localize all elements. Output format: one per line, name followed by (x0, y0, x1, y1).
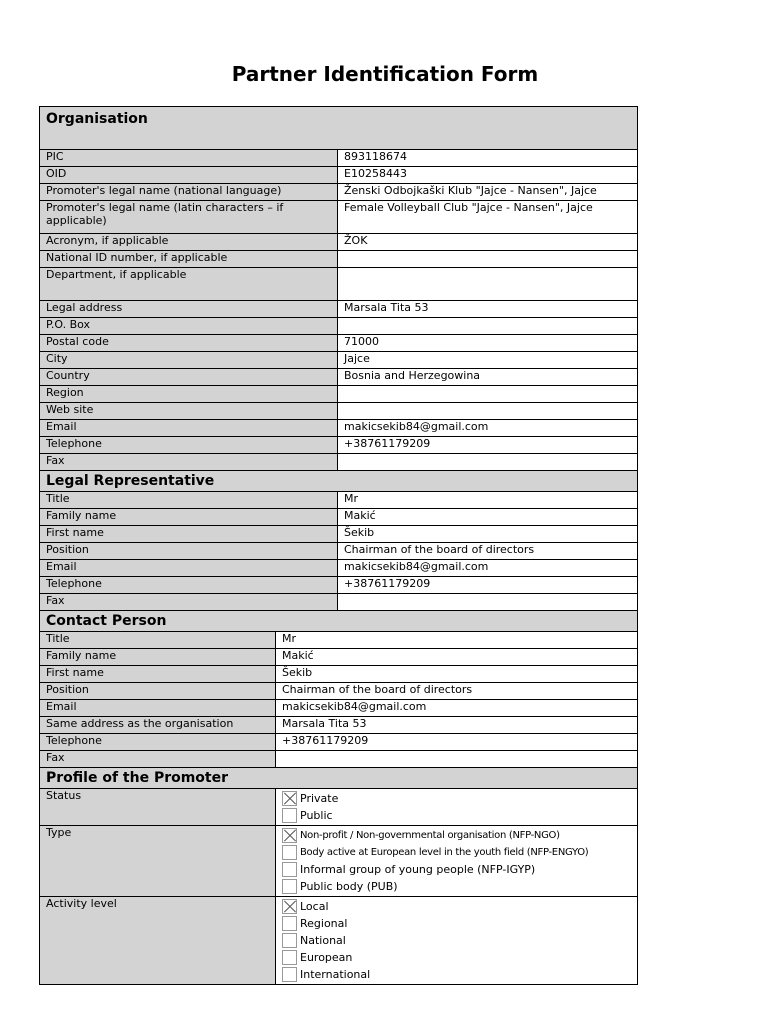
field-value[interactable]: ŽOK (338, 234, 638, 251)
field-value[interactable]: makicsekib84@gmail.com (276, 700, 638, 717)
type-option-nfp-engyo[interactable] (282, 844, 637, 861)
field-label: Family name (40, 509, 338, 526)
field-label: City (40, 352, 338, 369)
option-label: Body active at European level in the youth field (NFP-ENGYO) (300, 847, 589, 858)
activity-level-options (276, 897, 638, 985)
field-label: Fax (40, 751, 276, 768)
field-label: Promoter's legal name (latin characters – if applicable) (40, 201, 338, 234)
field-label: Email (40, 700, 276, 717)
field-label: Email (40, 560, 338, 577)
field-value[interactable]: Marsala Tita 53 (338, 301, 638, 318)
field-value[interactable]: Bosnia and Herzegowina (338, 369, 638, 386)
status-label: Status (40, 789, 276, 826)
option-label: National (300, 934, 346, 947)
partner-form (39, 106, 637, 985)
type-options (276, 826, 638, 897)
field-value[interactable]: makicsekib84@gmail.com (338, 560, 638, 577)
field-value[interactable]: Šekib (338, 526, 638, 543)
field-value[interactable]: Mr (338, 492, 638, 509)
checkbox-checked-icon[interactable] (282, 899, 297, 914)
field-label: Family name (40, 649, 276, 666)
field-label: Country (40, 369, 338, 386)
activity-level-label: Activity level (40, 897, 276, 985)
field-label: Position (40, 683, 276, 700)
option-label: Regional (300, 917, 348, 930)
field-label: Region (40, 386, 338, 403)
option-label: Non-profit / Non-governmental organisation (NFP-NGO) (300, 830, 560, 841)
field-value[interactable]: +38761179209 (338, 437, 638, 454)
field-label: Title (40, 492, 338, 509)
checkbox-empty-icon[interactable] (282, 808, 297, 823)
status-option-private[interactable] (282, 790, 637, 807)
field-value[interactable]: makicsekib84@gmail.com (338, 420, 638, 437)
field-value[interactable]: Chairman of the board of directors (276, 683, 638, 700)
option-label: Public body (PUB) (300, 880, 398, 893)
option-label: Public (300, 809, 333, 822)
field-label: Same address as the organisation (40, 717, 276, 734)
checkbox-checked-icon[interactable] (282, 791, 297, 806)
field-label: First name (40, 666, 276, 683)
field-value[interactable]: Šekib (276, 666, 638, 683)
option-label: European (300, 951, 353, 964)
type-label: Type (40, 826, 276, 897)
field-value[interactable]: Jajce (338, 352, 638, 369)
checkbox-checked-icon[interactable] (282, 828, 297, 843)
field-label: Promoter's legal name (national language) (40, 184, 338, 201)
field-label: Position (40, 543, 338, 560)
field-value[interactable] (338, 386, 638, 403)
field-label: National ID number, if applicable (40, 251, 338, 268)
activity-option-international[interactable] (282, 966, 637, 983)
field-label: Telephone (40, 437, 338, 454)
field-label: Legal address (40, 301, 338, 318)
field-value[interactable]: Mr (276, 632, 638, 649)
field-value[interactable] (338, 594, 638, 611)
field-label: Acronym, if applicable (40, 234, 338, 251)
field-label: Email (40, 420, 338, 437)
option-label: International (300, 968, 371, 981)
status-option-public[interactable] (282, 807, 637, 824)
checkbox-empty-icon[interactable] (282, 916, 297, 931)
option-label: Informal group of young people (NFP-IGYP) (300, 863, 536, 876)
checkbox-empty-icon[interactable] (282, 879, 297, 894)
field-value[interactable]: 893118674 (338, 150, 638, 167)
activity-option-regional[interactable] (282, 915, 637, 932)
field-label: OID (40, 167, 338, 184)
checkbox-empty-icon[interactable] (282, 845, 297, 860)
field-label: P.O. Box (40, 318, 338, 335)
field-label: Fax (40, 454, 338, 471)
status-options (276, 789, 638, 826)
field-value[interactable]: Makić (276, 649, 638, 666)
field-value[interactable] (338, 403, 638, 420)
field-label: First name (40, 526, 338, 543)
field-value[interactable] (338, 318, 638, 335)
form-title: Partner Identification Form (231, 62, 539, 86)
organisation-heading: Organisation (40, 107, 638, 150)
type-option-nfp-igyp[interactable] (282, 861, 637, 878)
activity-option-local[interactable] (282, 898, 637, 915)
field-value[interactable]: Chairman of the board of directors (338, 543, 638, 560)
field-value[interactable] (338, 251, 638, 268)
field-value[interactable]: E10258443 (338, 167, 638, 184)
field-label: Title (40, 632, 276, 649)
option-label: Private (300, 792, 339, 805)
field-value[interactable]: +38761179209 (276, 734, 638, 751)
field-value[interactable]: Makić (338, 509, 638, 526)
option-label: Local (300, 900, 329, 913)
field-value[interactable]: Marsala Tita 53 (276, 717, 638, 734)
field-label: Telephone (40, 734, 276, 751)
checkbox-empty-icon[interactable] (282, 933, 297, 948)
field-value[interactable]: Ženski Odbojkaški Klub "Jajce - Nansen", Jajce (338, 184, 638, 201)
type-option-nfp-ngo[interactable] (282, 827, 637, 844)
type-option-pub[interactable] (282, 878, 637, 895)
field-value[interactable] (338, 268, 638, 301)
field-value[interactable]: 71000 (338, 335, 638, 352)
activity-option-national[interactable] (282, 932, 637, 949)
activity-option-european[interactable] (282, 949, 637, 966)
checkbox-empty-icon[interactable] (282, 967, 297, 982)
field-value[interactable] (276, 751, 638, 768)
field-label: Postal code (40, 335, 338, 352)
field-label: Telephone (40, 577, 338, 594)
organisation-table (39, 106, 638, 611)
field-label: Web site (40, 403, 338, 420)
field-label: Fax (40, 594, 338, 611)
checkbox-empty-icon[interactable] (282, 950, 297, 965)
field-label: PIC (40, 150, 338, 167)
legal-representative-heading: Legal Representative (40, 471, 638, 492)
profile-heading: Profile of the Promoter (40, 768, 638, 789)
field-value[interactable]: Female Volleyball Club "Jajce - Nansen", Jajce (338, 201, 638, 234)
field-value[interactable]: +38761179209 (338, 577, 638, 594)
contact-person-heading: Contact Person (40, 611, 638, 632)
contact-profile-table (39, 610, 638, 985)
field-label: Department, if applicable (40, 268, 338, 301)
checkbox-empty-icon[interactable] (282, 862, 297, 877)
field-value[interactable] (338, 454, 638, 471)
